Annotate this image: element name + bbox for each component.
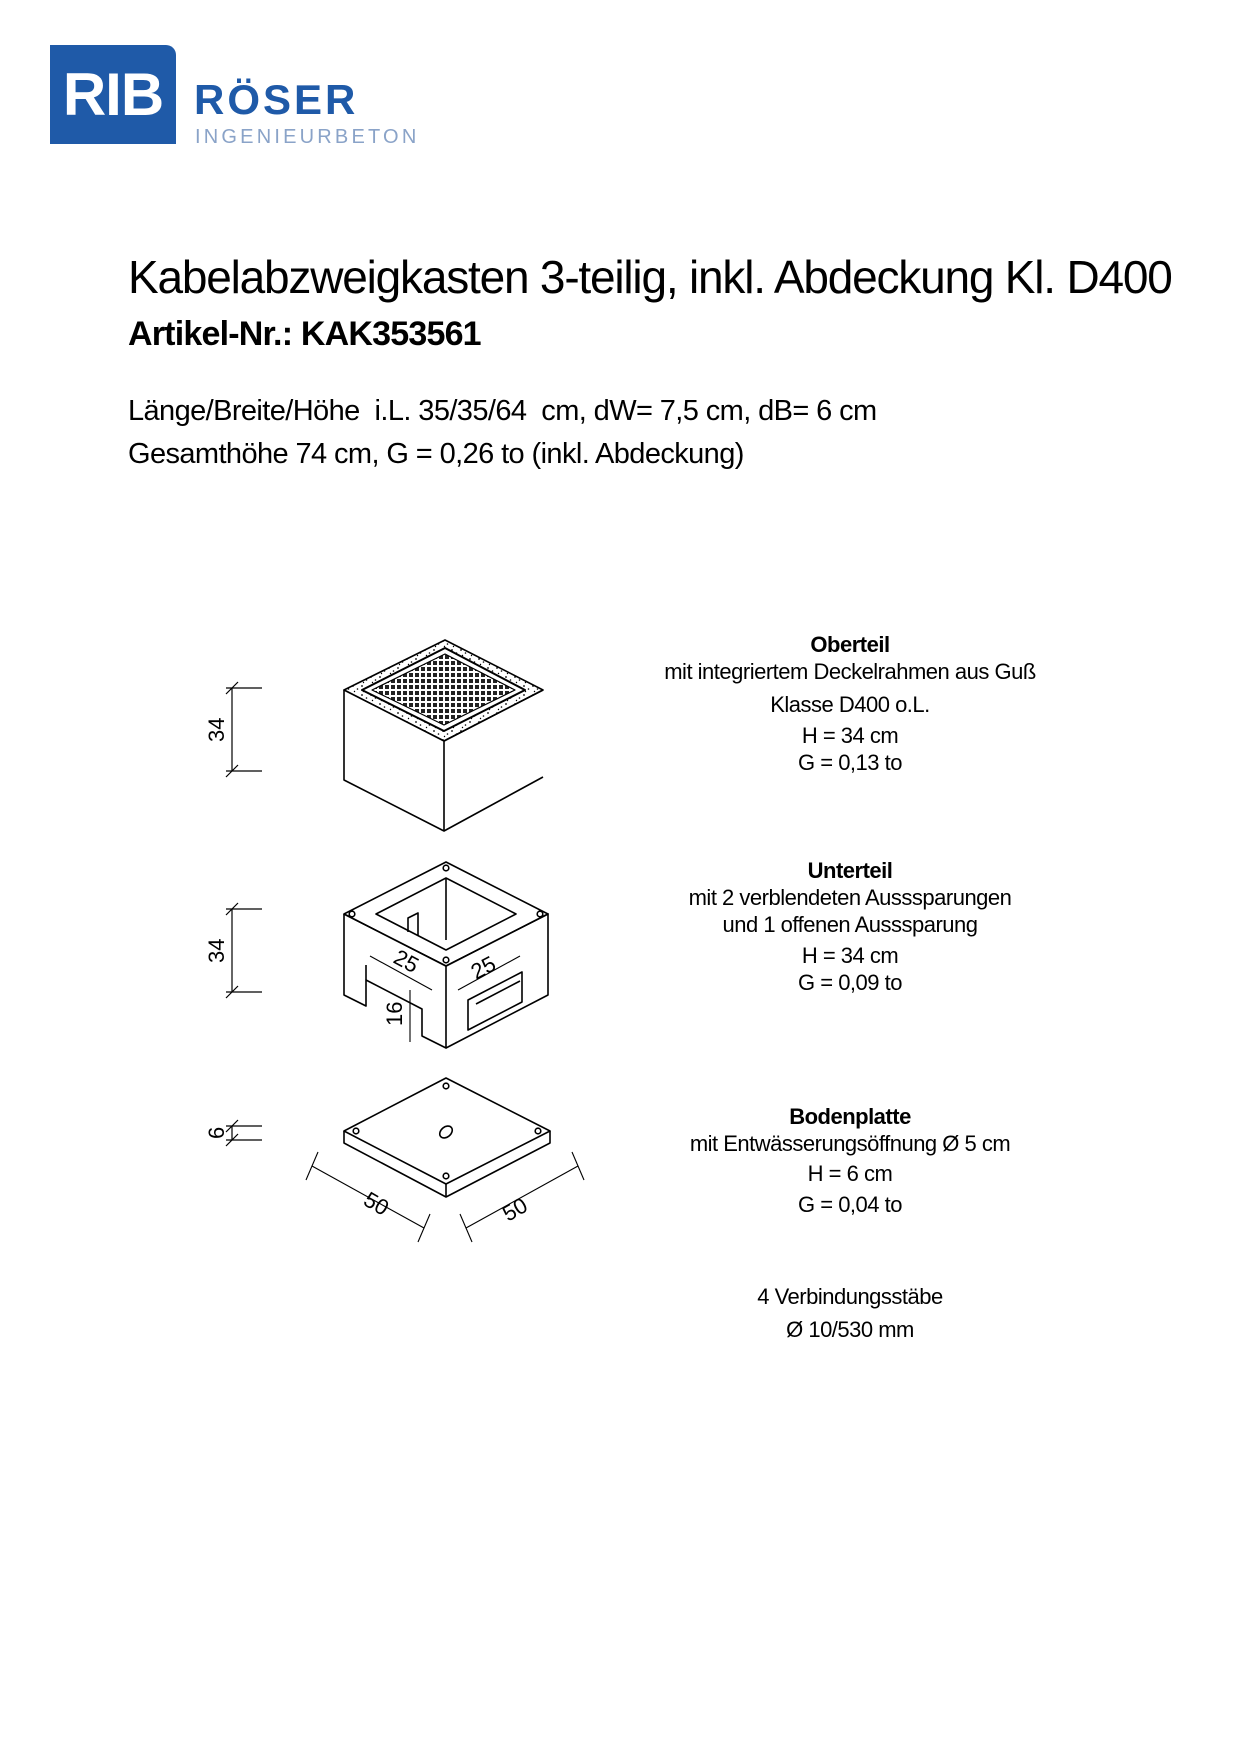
bodenplatte-height: H = 6 cm xyxy=(807,1161,893,1186)
unterteil-height: H = 34 cm xyxy=(801,943,899,968)
dim-oberteil-height: 34 xyxy=(204,717,229,742)
logo-name: RÖSER xyxy=(194,76,359,123)
unterteil-heading: Unterteil xyxy=(807,858,893,883)
rods-line1: 4 Verbindungsstäbe xyxy=(757,1284,943,1309)
unterteil-drawing xyxy=(344,862,548,1048)
oberteil-right-edge xyxy=(444,777,543,831)
dim-plate-width: 50 xyxy=(498,1192,532,1227)
unterteil-line2: und 1 offenen Ausssparung xyxy=(722,912,978,937)
oberteil-height: H = 34 cm xyxy=(801,723,899,748)
page-title: Kabelabzweigkasten 3-teilig, inkl. Abdeckung Kl. D400 xyxy=(128,251,1172,303)
dim-plate-height: 6 xyxy=(204,1126,229,1139)
rods-line2: Ø 10/530 mm xyxy=(786,1317,914,1342)
spec-total-height: Gesamthöhe 74 cm, G = 0,26 to (inkl. Abdeckung) xyxy=(128,438,744,470)
bodenplatte-description xyxy=(620,1103,1080,1218)
unterteil-line1: mit 2 verblendeten Ausssparungen xyxy=(688,885,1012,910)
article-number: Artikel-Nr.: KAK353561 xyxy=(128,315,481,353)
oberteil-line2: Klasse D400 o.L. xyxy=(770,692,930,717)
oberteil-description xyxy=(620,631,1080,776)
dim-opening-left: 25 xyxy=(389,944,424,978)
dim-unterteil-height: 34 xyxy=(204,938,229,963)
rods-description xyxy=(620,1283,1080,1343)
oberteil-heading: Oberteil xyxy=(810,632,890,657)
bodenplatte-weight: G = 0,04 to xyxy=(798,1192,902,1217)
bodenplatte-heading: Bodenplatte xyxy=(789,1104,911,1129)
oberteil-weight: G = 0,13 to xyxy=(798,750,902,775)
unterteil-description xyxy=(620,857,1080,996)
dim-opening-right: 25 xyxy=(466,950,500,985)
oberteil-line1: mit integriertem Deckelrahmen aus Guß xyxy=(664,659,1036,684)
logo-subtitle: INGENIEURBETON xyxy=(195,126,420,148)
company-logo xyxy=(50,45,490,148)
unterteil-weight: G = 0,09 to xyxy=(798,970,902,995)
dim-plate-length: 50 xyxy=(359,1186,394,1221)
bodenplatte-drawing xyxy=(306,1078,584,1242)
logo-mark: RIB xyxy=(50,45,176,144)
oberteil-drawing xyxy=(344,640,543,831)
height-dimension-lines xyxy=(226,682,262,1146)
bodenplatte-line1: mit Entwässerungsöffnung Ø 5 cm xyxy=(689,1131,1011,1156)
spec-dimensions: Länge/Breite/Höhe i.L. 35/35/64 cm, dW= 7,5 cm, dB= 6 cm xyxy=(128,395,877,427)
dim-opening-height: 16 xyxy=(382,1001,407,1026)
